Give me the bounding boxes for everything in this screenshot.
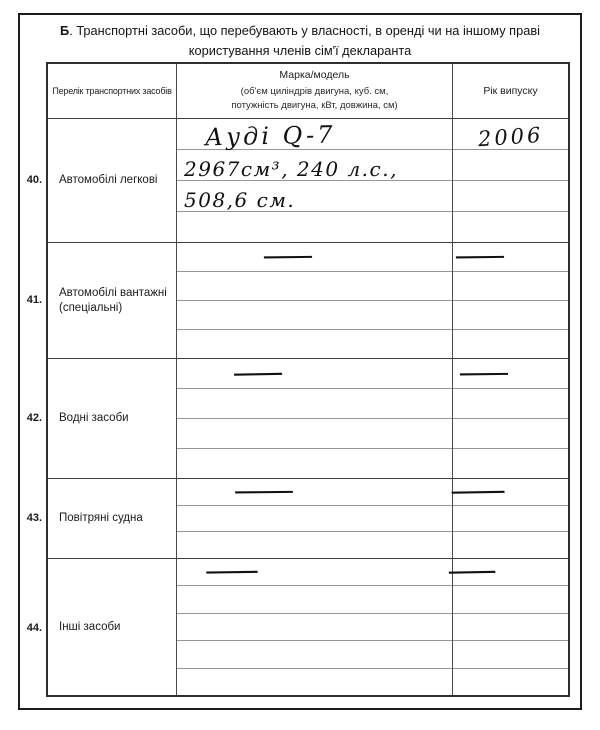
row-label: Повітряні судна (59, 512, 143, 525)
handwritten-length: 508,6 см. (184, 188, 296, 212)
year-column (453, 359, 568, 478)
writing-line (177, 181, 452, 212)
writing-line (177, 212, 452, 242)
writing-line (177, 479, 452, 506)
year-column (444, 559, 568, 695)
writing-line (453, 669, 568, 695)
writing-line (453, 389, 568, 419)
writing-line (177, 532, 452, 558)
writing-line (177, 419, 452, 449)
row-label: Автомобілі вантажні (спеціальні) (59, 286, 167, 314)
writing-line (177, 669, 452, 695)
writing-line (446, 479, 568, 506)
table-row-passenger-cars (18, 118, 570, 242)
dash-mark-year: — (455, 362, 513, 384)
table-header-row (18, 62, 570, 118)
row-number: 41. (26, 294, 42, 306)
writing-line (177, 272, 452, 301)
row-number: 40. (26, 174, 42, 186)
year-column (453, 243, 568, 358)
writing-line (453, 243, 568, 272)
header-col-year: Рік випуску (483, 85, 538, 97)
writing-line (453, 119, 568, 150)
row-label: Інші засоби (59, 620, 121, 633)
writing-line (177, 389, 452, 419)
writing-line (453, 181, 568, 212)
model-column (177, 359, 453, 478)
model-column (177, 559, 453, 695)
row-number-spacer (18, 62, 46, 118)
dash-mark-year: — (444, 560, 500, 583)
handwritten-engine-specs: 2967см³, 240 л.с., (184, 157, 398, 181)
writing-line (453, 272, 568, 301)
writing-line (453, 586, 568, 613)
writing-line (453, 449, 568, 478)
writing-line (453, 506, 568, 533)
dash-mark-model: — (229, 362, 287, 384)
writing-line (177, 243, 452, 272)
table-row-water-vehicles (18, 358, 570, 478)
dash-mark-year: — (451, 245, 509, 268)
model-column (177, 479, 453, 558)
header-col-vehicle-list: Перелік транспортних засобів (48, 64, 177, 118)
handwritten-year: 2006 (476, 122, 544, 152)
dash-mark-model: — (259, 245, 317, 268)
row-label: Автомобілі легкові (59, 174, 158, 187)
writing-line (177, 559, 452, 586)
writing-line (177, 641, 452, 668)
section-title-line1: Б. Транспортні засоби, що перебувають у власності, в оренді чи на іншому праві (60, 23, 540, 38)
table-row-other-vehicles (18, 558, 570, 697)
table-row-trucks (18, 242, 570, 358)
writing-line (453, 212, 568, 242)
writing-line (177, 506, 452, 533)
table-row-aircraft (18, 478, 570, 558)
dash-mark-model: — (230, 480, 298, 503)
year-column (446, 479, 568, 558)
writing-line (453, 419, 568, 449)
dash-mark-model: — (201, 560, 263, 583)
writing-line (444, 559, 568, 586)
row-number: 42. (26, 412, 42, 424)
section-title-line2: користування членів сім'ї декларанта (188, 42, 412, 58)
writing-line (453, 330, 568, 358)
year-column (453, 119, 568, 242)
row-label: Водні засоби (59, 412, 129, 425)
writing-line (453, 359, 568, 389)
vehicles-table (18, 62, 570, 697)
writing-line (177, 359, 452, 389)
writing-line (177, 586, 452, 613)
section-title (45, 21, 555, 61)
writing-line (177, 150, 452, 181)
writing-line (453, 614, 568, 641)
row-number: 43. (26, 512, 42, 524)
writing-line (177, 330, 452, 358)
row-number: 44. (26, 621, 42, 634)
dash-mark-year: — (446, 480, 510, 503)
header-col-model: Марка/модель (об'єм циліндрів двигуна, куб. см, потужність двигуна, кВт, довжина, см) (177, 64, 453, 118)
writing-line (177, 119, 452, 150)
model-column (177, 243, 453, 358)
writing-line (453, 301, 568, 330)
writing-line (177, 449, 452, 478)
model-column (177, 119, 453, 242)
writing-line (177, 614, 452, 641)
writing-line (177, 301, 452, 330)
writing-line (453, 150, 568, 181)
handwritten-model-name: Ауді Q-7 (204, 121, 336, 152)
section-letter: Б (60, 23, 70, 38)
writing-line (453, 532, 568, 558)
writing-line (453, 641, 568, 668)
